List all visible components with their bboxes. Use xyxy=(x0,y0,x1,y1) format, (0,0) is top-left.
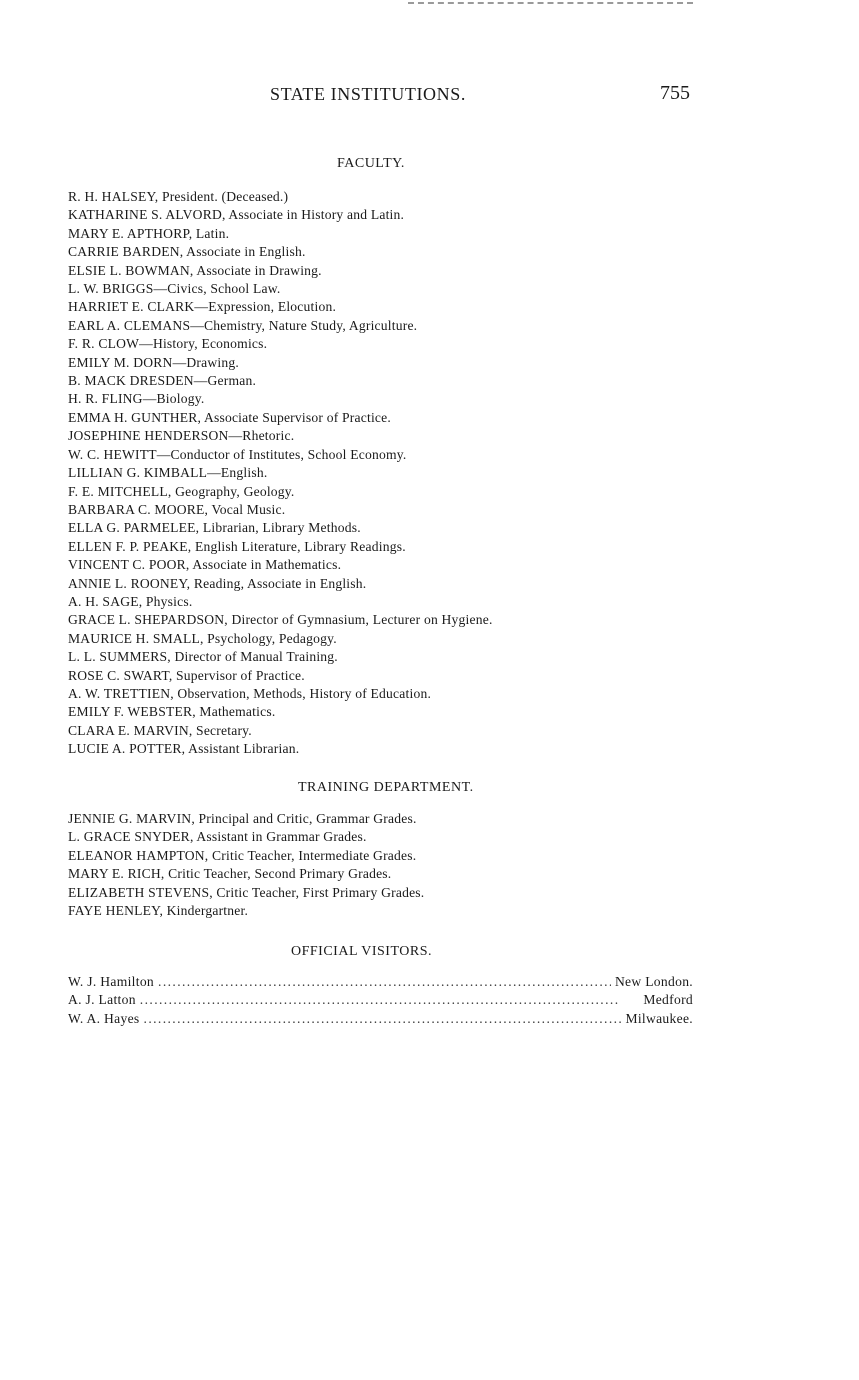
list-item: A. W. TRETTIEN, Observation, Methods, History of Education. xyxy=(68,685,432,701)
list-item: L. W. BRIGGS—Civics, School Law. xyxy=(68,281,281,297)
visitor-row xyxy=(68,1010,693,1028)
list-item: ELEANOR HAMPTON, Critic Teacher, Intermediate Grades. xyxy=(68,847,417,863)
dot-leader xyxy=(144,1010,622,1028)
list-item: F. E. MITCHELL, Geography, Geology. xyxy=(68,483,295,499)
list-item: ANNIE L. ROONEY, Reading, Associate in English. xyxy=(68,575,367,591)
page-number: 755 xyxy=(660,82,690,104)
training-department-list xyxy=(68,810,424,920)
list-item: MAURICE H. SMALL, Psychology, Pedagogy. xyxy=(68,630,337,646)
list-item: HARRIET E. CLARK—Expression, Elocution. xyxy=(68,299,337,315)
faculty-list xyxy=(68,188,493,759)
list-item: CLARA E. MARVIN, Secretary. xyxy=(68,722,252,738)
visitor-place: Medford xyxy=(643,992,693,1008)
list-item: ELSIE L. BOWMAN, Associate in Drawing. xyxy=(68,262,322,278)
list-item: B. MACK DRESDEN—German. xyxy=(68,373,257,389)
dot-leader xyxy=(140,991,640,1009)
dot-leader xyxy=(158,973,611,991)
list-item: LILLIAN G. KIMBALL—English. xyxy=(68,465,268,481)
list-item: MARY E. APTHORP, Latin. xyxy=(68,225,230,241)
visitor-row xyxy=(68,991,693,1009)
list-item: R. H. HALSEY, President. (Deceased.) xyxy=(68,189,289,204)
visitor-name: W. J. Hamilton xyxy=(68,974,155,989)
list-item: ELLA G. PARMELEE, Librarian, Library Methods. xyxy=(68,520,361,536)
list-item: JOSEPHINE HENDERSON—Rhetoric. xyxy=(68,428,295,444)
running-head: STATE INSTITUTIONS. xyxy=(270,84,466,104)
list-item: L. GRACE SNYDER, Assistant in Grammar Grades. xyxy=(68,829,367,845)
training-department-heading: TRAINING DEPARTMENT. xyxy=(298,780,474,795)
list-item: KATHARINE S. ALVORD, Associate in History and Latin. xyxy=(68,207,405,223)
list-item: EMILY F. WEBSTER, Mathematics. xyxy=(68,704,276,720)
visitor-place: New London. xyxy=(614,974,693,989)
list-item: A. H. SAGE, Physics. xyxy=(68,593,193,609)
list-item: MARY E. RICH, Critic Teacher, Second Primary Grades. xyxy=(68,866,392,882)
list-item: FAYE HENLEY, Kindergartner. xyxy=(68,903,249,919)
top-edge-rule xyxy=(408,2,693,4)
list-item: L. L. SUMMERS, Director of Manual Training. xyxy=(68,649,338,665)
list-item: EMILY M. DORN—Drawing. xyxy=(68,354,239,370)
visitor-name: W. A. Hayes xyxy=(68,1010,140,1026)
list-item: ELIZABETH STEVENS, Critic Teacher, First Primary Grades. xyxy=(68,884,425,900)
faculty-heading: FACULTY. xyxy=(337,156,405,171)
list-item: CARRIE BARDEN, Associate in English. xyxy=(68,244,306,260)
list-item: GRACE L. SHEPARDSON, Director of Gymnasium, Lecturer on Hygiene. xyxy=(68,612,493,628)
list-item: H. R. FLING—Biology. xyxy=(68,391,205,407)
list-item: EARL A. CLEMANS—Chemistry, Nature Study, Agriculture. xyxy=(68,317,418,333)
list-item: ROSE C. SWART, Supervisor of Practice. xyxy=(68,667,305,683)
list-item: EMMA H. GUNTHER, Associate Supervisor of Practice. xyxy=(68,409,391,425)
official-visitors-heading: OFFICIAL VISITORS. xyxy=(291,944,432,959)
list-item: VINCENT C. POOR, Associate in Mathematics. xyxy=(68,557,342,573)
list-item: LUCIE A. POTTER, Assistant Librarian. xyxy=(68,741,300,757)
list-item: JENNIE G. MARVIN, Principal and Critic, Grammar Grades. xyxy=(68,811,417,826)
visitor-name: A. J. Latton xyxy=(68,992,136,1008)
list-item: F. R. CLOW—History, Economics. xyxy=(68,336,268,352)
official-visitors-list xyxy=(68,973,693,1028)
list-item: BARBARA C. MOORE, Vocal Music. xyxy=(68,501,286,517)
list-item: W. C. HEWITT—Conductor of Institutes, School Economy. xyxy=(68,446,407,462)
visitor-row xyxy=(68,973,693,991)
list-item: ELLEN F. P. PEAKE, English Literature, Library Readings. xyxy=(68,538,406,554)
visitor-place: Milwaukee. xyxy=(625,1010,693,1026)
